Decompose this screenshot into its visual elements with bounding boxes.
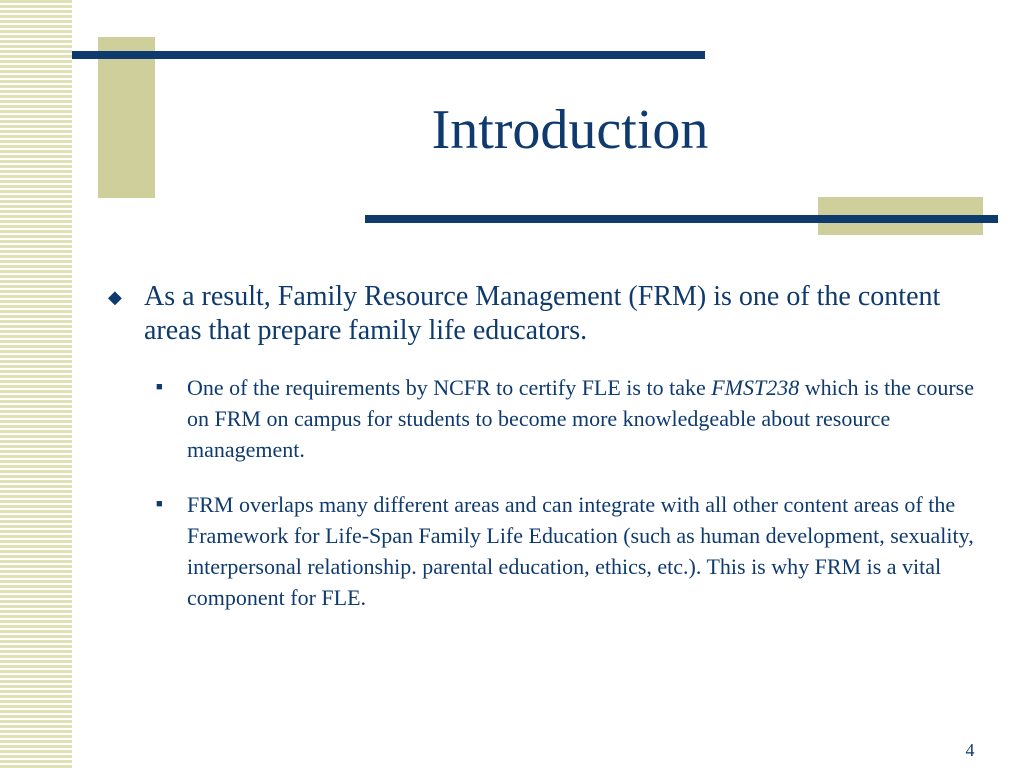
title-rule-bottom (365, 215, 998, 223)
title-rule-top (72, 51, 705, 59)
sub-bullet-item (100, 489, 987, 613)
square-bullet-icon: ■ (156, 381, 163, 393)
sub-bullet-text: FRM overlaps many different areas and can integrate with all other content areas of the Framework for Life-Span Family Life Education (such as human development, sexuality, interpersonal relationship. parental education, ethics, etc.). This is why FRM is a vital component for FLE. (187, 492, 974, 610)
slide-body (100, 280, 980, 637)
page-number: 4 (965, 740, 975, 760)
bullet-level1-text: As a result, Family Resource Management (FRM) is one of the content areas that prepare family life educators. (144, 281, 941, 346)
square-bullet-icon: ■ (156, 498, 163, 510)
sub-bullet-item (100, 372, 987, 465)
khaki-accent-block-top (98, 37, 155, 198)
left-stripe-band (0, 0, 72, 768)
bullet-level1 (100, 280, 980, 348)
slide-title: Introduction (431, 99, 709, 161)
sub-bullet-text-part: One of the requirements by NCFR to certify FLE is to take (187, 375, 712, 400)
sub-bullet-text-part: which is the course on FRM on campus for students to become more knowledgeable about resource management. (187, 375, 974, 462)
sub-bullet-list (100, 372, 980, 613)
course-code-italic: FMST238 (711, 375, 800, 400)
diamond-bullet-icon: ◆ (108, 287, 122, 307)
